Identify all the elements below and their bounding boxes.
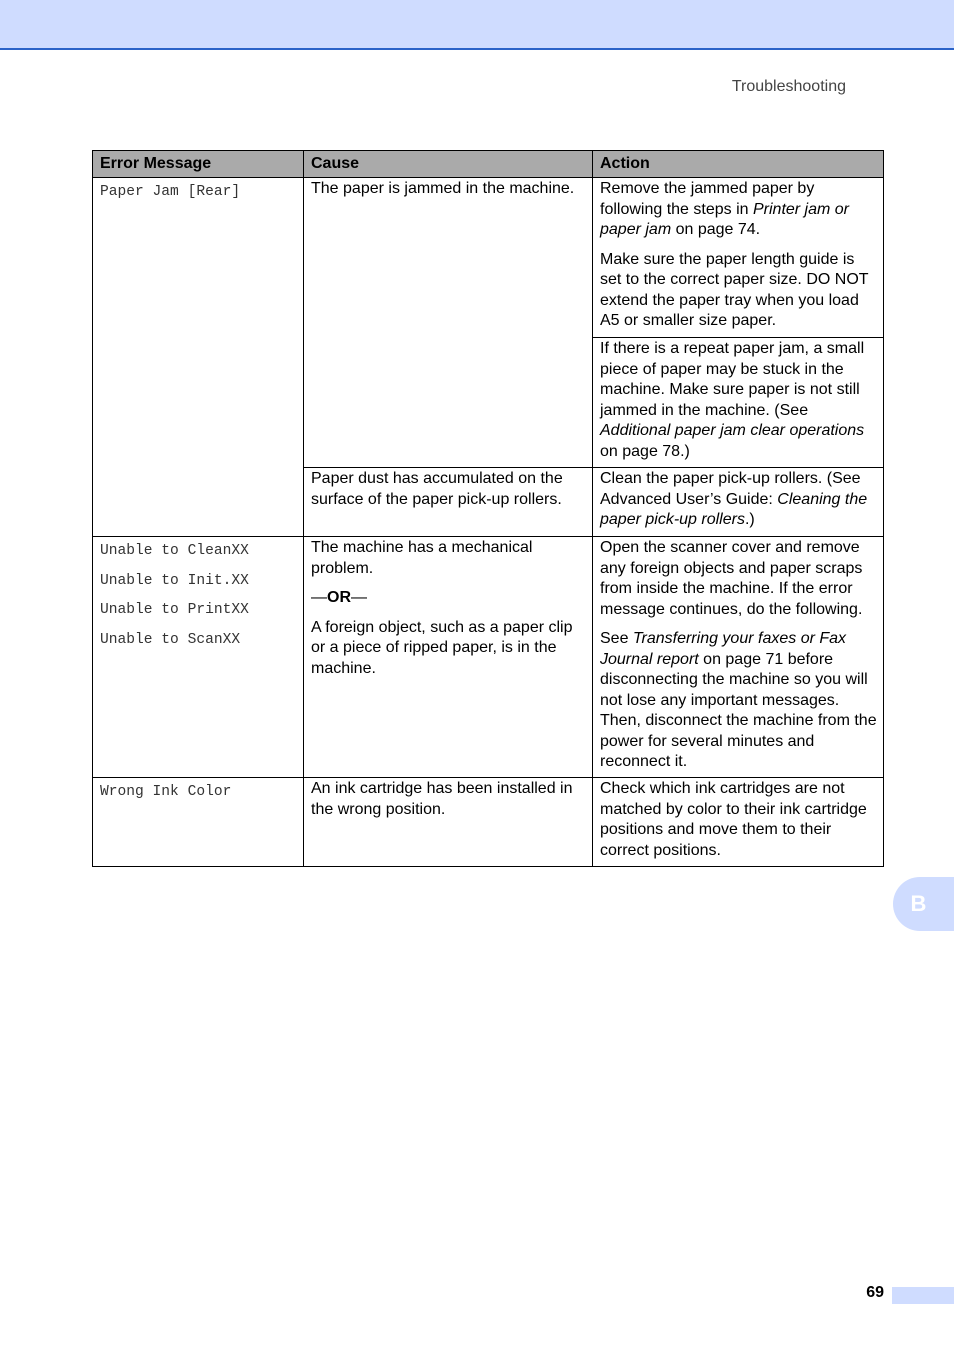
table-row <box>93 778 884 867</box>
error-message: Paper Jam [Rear] <box>100 184 241 200</box>
action-cell <box>593 537 884 778</box>
action-cell <box>593 338 884 468</box>
error-table <box>92 150 884 867</box>
error-message-cell <box>93 778 304 867</box>
error-message-cell <box>93 178 304 537</box>
action-text: If there is a repeat paper jam, a small piece of paper may be stuck in the machine. Make sure paper is not still jammed in the machine. (See Additional paper jam clear operations on page 78.) <box>600 340 865 460</box>
error-message: Unable to Init.XX <box>100 572 249 589</box>
cause-text: A foreign object, such as a paper clip or a piece of ripped paper, is in the machine. <box>311 618 573 677</box>
action-cell <box>593 778 884 867</box>
cause-text: An ink cartridge has been installed in the wrong position. <box>311 780 573 818</box>
table-header-row <box>93 151 884 178</box>
error-message: Unable to ScanXX <box>100 631 241 648</box>
cause-cell <box>304 778 593 867</box>
page-number-bar <box>892 1287 954 1304</box>
cause-cell <box>304 537 593 778</box>
action-text: Make sure the paper length guide is set to the correct paper size. DO NOT extend the paper tray when you load A5 or smaller size paper. <box>600 250 869 329</box>
column-header: Error Message <box>93 151 304 178</box>
action-text: Remove the jammed paper by following the steps in Printer jam or paper jam on page 74. <box>600 180 850 238</box>
action-cell <box>593 178 884 338</box>
cause-text: The paper is jammed in the machine. <box>311 180 575 197</box>
chapter-tab: B <box>893 877 954 931</box>
table-row <box>93 537 884 778</box>
header-band <box>0 0 954 50</box>
action-text: Open the scanner cover and remove any foreign objects and paper scraps from inside the machine. If the error message continues, do the following. <box>600 539 863 618</box>
action-cell <box>593 468 884 537</box>
column-header: Action <box>593 151 884 178</box>
error-message: Wrong Ink Color <box>100 784 232 800</box>
table-row <box>93 178 884 338</box>
page-number: 69 <box>866 1284 884 1301</box>
action-text: Check which ink cartridges are not matched by color to their ink cartridge positions and move them to their correct positions. <box>600 780 867 859</box>
cause-cell <box>304 178 593 468</box>
running-header: Troubleshooting <box>731 78 846 95</box>
column-header: Cause <box>304 151 593 178</box>
or-separator: —OR— <box>311 589 367 606</box>
action-text: See Transferring your faxes or Fax Journal report on page 71 before disconnecting the machine so you will not lose any important messages. Then, disconnect the machine from the power for several minutes and reconnect it. <box>600 630 877 770</box>
action-text: Clean the paper pick-up rollers. (See Advanced User’s Guide: Cleaning the paper pick-up rollers.) <box>600 470 868 528</box>
cause-text: The machine has a mechanical problem. <box>311 539 533 577</box>
error-message: Unable to CleanXX <box>100 543 249 559</box>
error-message: Unable to PrintXX <box>100 602 249 618</box>
cause-text: Paper dust has accumulated on the surface of the paper pick-up rollers. <box>311 470 563 508</box>
error-message-cell <box>93 537 304 778</box>
cause-cell <box>304 468 593 537</box>
